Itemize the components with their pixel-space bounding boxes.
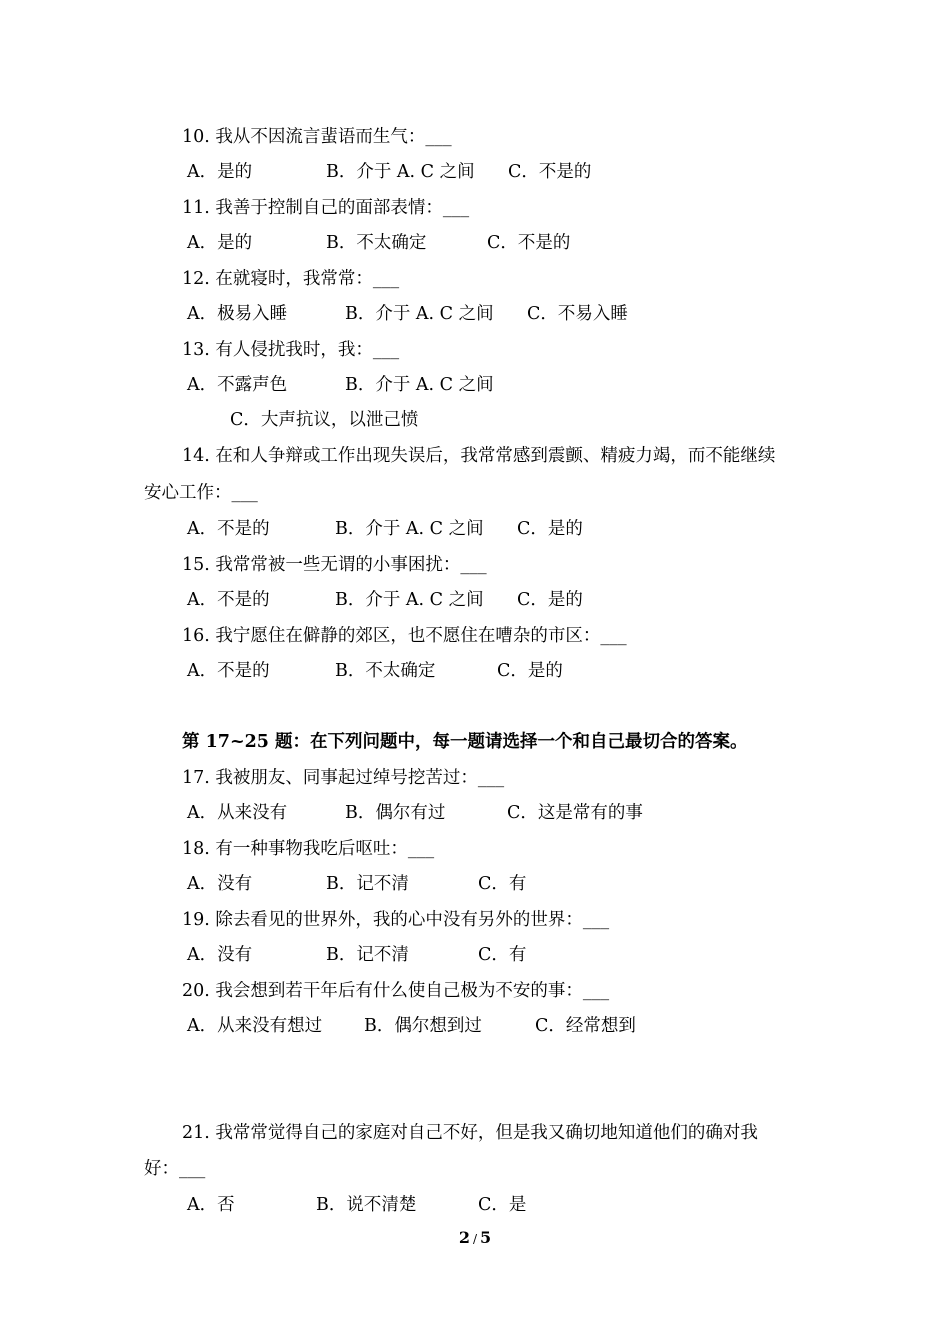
question-text: 21. 我常常觉得自己的家庭对自己不好，但是我又确切地知道他们的确对我 [182, 1123, 758, 1143]
option-c: C．有 [478, 874, 527, 894]
question-text: 18. 有一种事物我吃后呕吐：___ [182, 839, 435, 859]
page-current: 2 [458, 1228, 470, 1247]
page-total: 5 [480, 1228, 492, 1247]
question-text: 15. 我常常被一些无谓的小事困扰：___ [182, 555, 487, 575]
option-c: C．不是的 [508, 162, 592, 182]
option-c: C．这是常有的事 [507, 803, 643, 823]
option-a: A．不露声色 [187, 375, 288, 395]
question-text: 13. 有人侵扰我时，我：___ [182, 340, 400, 360]
option-b: B．不太确定 [335, 661, 436, 681]
option-b: B．记不清 [326, 874, 409, 894]
option-c: C．有 [478, 945, 527, 965]
page-separator: / [472, 1232, 478, 1246]
question-text: 16. 我宁愿住在僻静的郊区，也不愿住在嘈杂的市区：___ [182, 626, 627, 646]
option-a: A．没有 [187, 874, 253, 894]
option-a: A．不是的 [187, 519, 270, 539]
page-number [0, 1227, 950, 1250]
option-b: B．介于 A. C 之间 [335, 519, 484, 539]
option-c: C．经常想到 [535, 1016, 636, 1036]
option-b: B．记不清 [326, 945, 409, 965]
question-text: 12. 在就寝时，我常常：___ [182, 269, 400, 289]
option-c: C．是 [478, 1195, 527, 1215]
option-a: A．从来没有想过 [187, 1016, 323, 1036]
option-a: A．是的 [187, 233, 253, 253]
option-a: A．不是的 [187, 590, 270, 610]
option-a: A．是的 [187, 162, 253, 182]
section-heading: 第 17~25 题：在下列问题中，每一题请选择一个和自己最切合的答案。 [182, 732, 748, 752]
option-c: C．不是的 [487, 233, 571, 253]
option-b: B．不太确定 [326, 233, 427, 253]
question-text: 17. 我被朋友、同事起过绰号挖苦过：___ [182, 768, 505, 788]
option-a: A．没有 [187, 945, 253, 965]
option-a: A．从来没有 [187, 803, 288, 823]
option-b: B．介于 A. C 之间 [345, 375, 494, 395]
option-b: B．说不清楚 [316, 1195, 417, 1215]
option-c: C．是的 [497, 661, 563, 681]
option-c: C．是的 [517, 519, 583, 539]
option-c: C．大声抗议，以泄己愤 [230, 410, 419, 430]
option-c: C．是的 [517, 590, 583, 610]
option-b: B．介于 A. C 之间 [345, 304, 494, 324]
option-b: B．偶尔有过 [345, 803, 446, 823]
question-text: 14. 在和人争辩或工作出现失误后，我常常感到震颤、精疲力竭，而不能继续 [182, 446, 776, 466]
question-text: 11. 我善于控制自己的面部表情：___ [182, 198, 470, 218]
question-text: 10. 我从不因流言蜚语而生气：___ [182, 127, 452, 147]
option-a: A．极易入睡 [187, 304, 288, 324]
question-text: 19. 除去看见的世界外，我的心中没有另外的世界：___ [182, 910, 610, 930]
option-b: B．介于 A. C 之间 [335, 590, 484, 610]
option-a: A．否 [187, 1195, 235, 1215]
question-text: 20. 我会想到若干年后有什么使自己极为不安的事：___ [182, 981, 610, 1001]
question-text-continued: 安心工作：___ [144, 483, 258, 503]
question-text-continued: 好：___ [144, 1159, 206, 1179]
option-a: A．不是的 [187, 661, 270, 681]
option-b: B．偶尔想到过 [364, 1016, 482, 1036]
option-b: B．介于 A. C 之间 [326, 162, 475, 182]
option-c: C．不易入睡 [527, 304, 628, 324]
